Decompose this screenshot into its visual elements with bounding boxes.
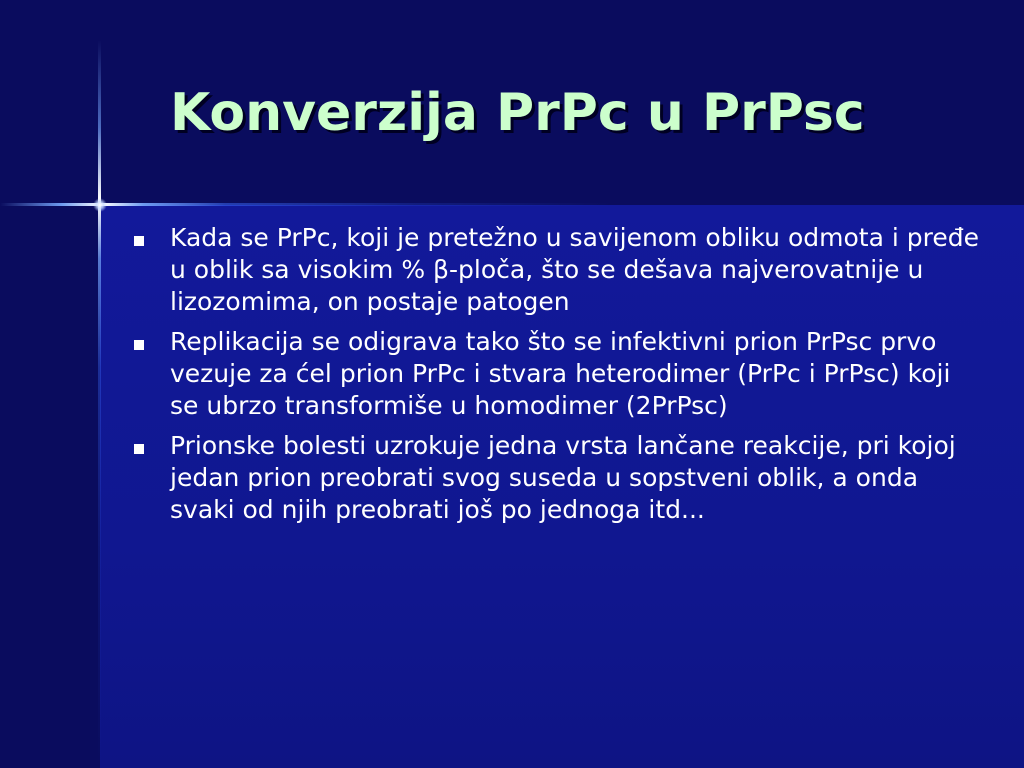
square-bullet-icon bbox=[134, 236, 144, 246]
horizontal-light-line bbox=[0, 203, 1024, 206]
bullet-item bbox=[130, 430, 980, 526]
left-margin-background bbox=[0, 205, 100, 768]
bullet-item bbox=[130, 222, 980, 318]
bullet-text: Prionske bolesti uzrokuje jedna vrsta lančane reakcije, pri kojoj jedan prion preobrati svog suseda u sopstveni oblik, a onda svaki od njih preobrati još po jednoga itd... bbox=[170, 431, 956, 524]
bullet-item bbox=[130, 326, 980, 422]
star-sparkle-icon bbox=[93, 198, 107, 212]
slide-title: Konverzija PrPc u PrPsc bbox=[170, 83, 865, 143]
bullet-text: Replikacija se odigrava tako što se infektivni prion PrPsc prvo vezuje za ćel prion PrPc i stvara heterodimer (PrPc i PrPsc) koji se ubrzo transformiše u homodimer (2PrPsc) bbox=[170, 327, 951, 420]
square-bullet-icon bbox=[134, 444, 144, 454]
bullet-text: Kada se PrPc, koji je pretežno u savijenom obliku odmota i pređe u oblik sa visokim % β-ploča, što se dešava najverovatnije u lizozomima, on postaje patogen bbox=[170, 223, 979, 316]
bullet-list bbox=[130, 222, 980, 534]
square-bullet-icon bbox=[134, 340, 144, 350]
vertical-light-line bbox=[98, 40, 101, 768]
